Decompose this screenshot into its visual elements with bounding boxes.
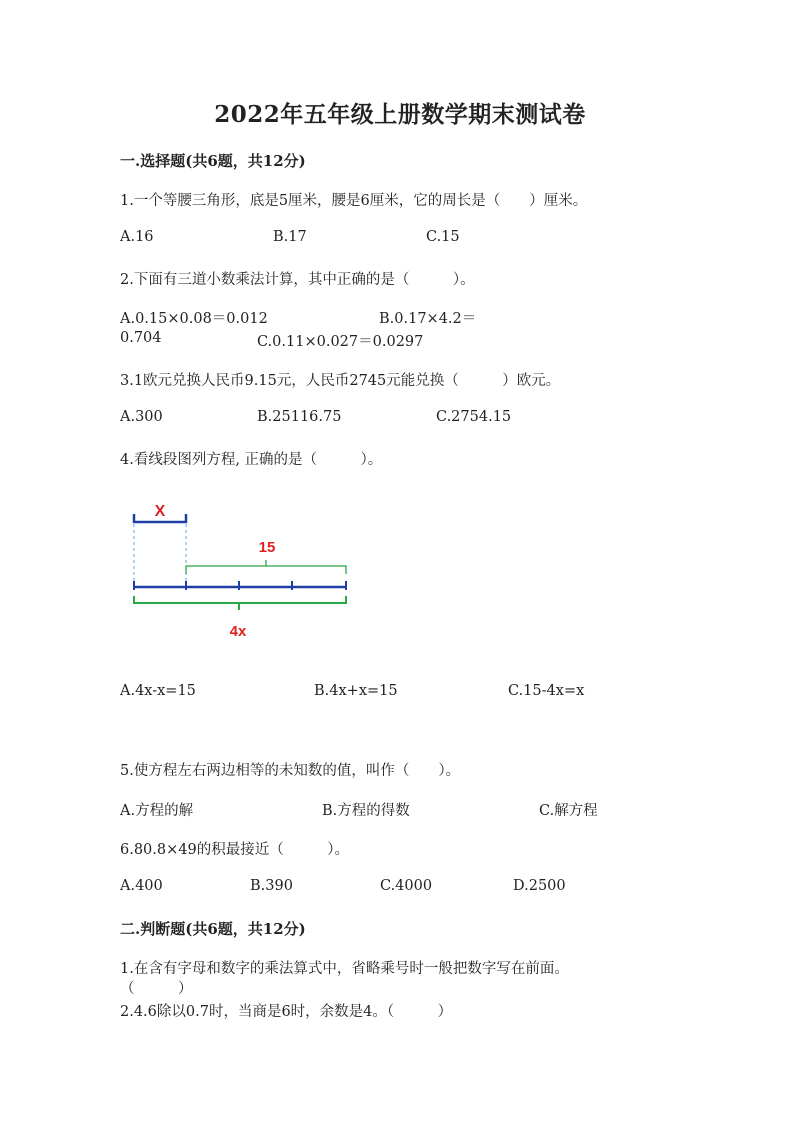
question-4-option-b: B.4x+x=15 bbox=[314, 683, 398, 699]
section-heading-choice: 一.选择题(共6题，共12分) bbox=[120, 152, 306, 170]
judgement-1-paren: （ ） bbox=[120, 981, 193, 997]
question-2-option-a: A.0.15×0.08＝0.012 bbox=[120, 311, 268, 327]
question-3-option-c: C.2754.15 bbox=[436, 409, 512, 425]
question-4-text: 4.看线段图列方程, 正确的是（ ）。 bbox=[120, 452, 383, 468]
fifteen-label: 15 bbox=[258, 539, 276, 556]
four-x-bracket bbox=[134, 596, 346, 603]
question-6-option-b: B.390 bbox=[250, 878, 293, 894]
question-5-option-a: A.方程的解 bbox=[120, 803, 194, 819]
judgement-2-text: 2.4.6除以0.7时，当商是6时，余数是4。（ ） bbox=[120, 1004, 453, 1020]
question-3-option-b: B.25116.75 bbox=[257, 409, 342, 425]
question-4-option-a: A.4x-x=15 bbox=[120, 683, 196, 699]
section-heading-judgement: 二.判断题(共6题，共12分) bbox=[120, 920, 306, 938]
question-2-text: 2.下面有三道小数乘法计算，其中正确的是（ ）。 bbox=[120, 272, 475, 288]
question-2-option-b: B.0.17×4.2＝ bbox=[379, 311, 477, 327]
line-segment-diagram bbox=[125, 498, 360, 648]
four-x-label: 4x bbox=[229, 623, 247, 640]
question-4-option-c: C.15-4x=x bbox=[508, 683, 585, 699]
question-6-option-a: A.400 bbox=[120, 878, 163, 894]
question-3-text: 3.1欧元兑换人民币9.15元，人民币2745元能兑换（ ）欧元。 bbox=[120, 373, 561, 389]
page-title: 2022年五年级上册数学期末测试卷 bbox=[214, 101, 586, 128]
fifteen-bracket bbox=[186, 566, 346, 574]
question-6-text: 6.80.8×49的积最接近（ ）。 bbox=[120, 842, 349, 858]
judgement-1-text: 1.在含有字母和数字的乘法算式中，省略乘号时一般把数字写在前面。 bbox=[120, 961, 569, 977]
question-2-option-c: C.0.11×0.027＝0.0297 bbox=[257, 334, 424, 350]
question-1-option-c: C.15 bbox=[426, 229, 460, 245]
question-2-option-b-continued: 0.704 bbox=[120, 330, 162, 346]
question-1-option-a: A.16 bbox=[120, 229, 154, 245]
question-6-option-d: D.2500 bbox=[513, 878, 566, 894]
question-6-option-c: C.4000 bbox=[380, 878, 433, 894]
question-5-option-c: C.解方程 bbox=[539, 803, 598, 819]
x-label: X bbox=[154, 503, 166, 520]
question-5-text: 5.使方程左右两边相等的未知数的值，叫作（ ）。 bbox=[120, 763, 461, 779]
question-3-option-a: A.300 bbox=[120, 409, 163, 425]
question-1-text: 1.一个等腰三角形，底是5厘米，腰是6厘米，它的周长是（ ）厘米。 bbox=[120, 193, 588, 209]
question-5-option-b: B.方程的得数 bbox=[322, 803, 410, 819]
question-1-option-b: B.17 bbox=[273, 229, 307, 245]
